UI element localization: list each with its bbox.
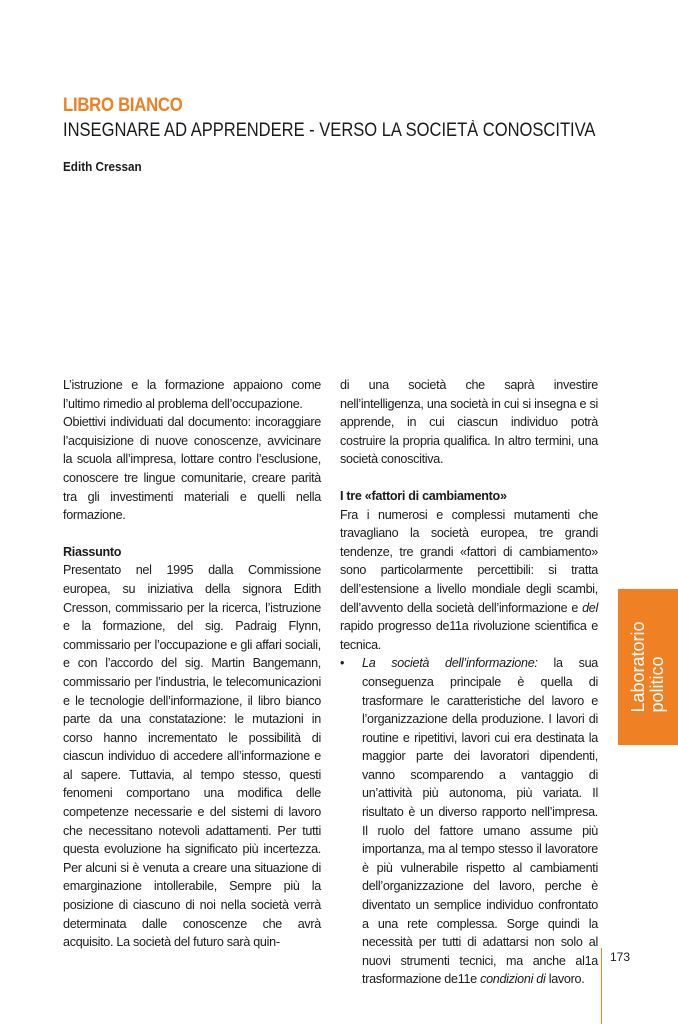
section-side-tab: [618, 589, 678, 745]
page-number: 173: [610, 950, 631, 964]
continuation-paragraph: di una società che saprà investire nell’intelligenza, una società in cui si insegna e si apprende, in cui ciascun individuo potrà costruire la propria qualifica. In altro termini, una società conoscitiva.: [340, 378, 598, 467]
bullet-text: [362, 654, 598, 989]
bullet-body: la sua conseguenza principale è quella di trasformare le caratteristiche del lavoro e l’organizzazione della produzione. I lavori di routine e ripetitivi, lavori cui era destinata la maggior parte dei lavoratori dipendenti, vanno scomparendo a vantaggio di un’attività più autonoma, più variata. Il risultato è un diverso rapporto nell’impresa. Il ruolo del fattore umano assume più importanza, ma al tempo stesso il lavoratore è più vulnerabile rispetto al cambiamenti dell’organizzazione del lavoro, perche è diventato un semplice individuo confrontato a una rete complessa. Sorge quindi la necessità per tutti di adattarsi non solo al nuovi strumenti tecnici, ma anche al1a trasformazione de11e: [362, 656, 598, 987]
article-header: [63, 95, 623, 174]
side-tab-line-2: politico: [647, 656, 667, 713]
intro-paragraph-2: Obiettivi individuati dal documento: incoraggiare l’acquisizione di nuove conoscenze, avvicinare la scuola all’impresa, lottare contro l’esclusione, conoscere tre lingue comunitarie, creare parità tra gli investimenti materiali e quelli nella formazione.: [63, 415, 321, 523]
bullet-tail: lavoro.: [545, 972, 585, 987]
factors-text-end: rapido progresso de11a rivoluzione scientifica e tecnica.: [340, 619, 598, 652]
factors-text-start: Fra i numerosi e complessi mutamenti che travagliano la società europea, tre grandi tendenze, tre grandi «fattori di cambiamento» sono particolarmente percettibili: si tratta dell’estensione a livello mondiale degli scambi, dell’avvento della società dell’informazione e: [340, 507, 598, 615]
side-tab-label: [629, 621, 667, 712]
summary-heading: Riassunto: [63, 544, 122, 559]
bullet-dot-icon: •: [340, 656, 345, 671]
article-kicker: LIBRO BIANCO: [63, 95, 183, 116]
article-title: INSEGNARE AD APPRENDERE - VERSO LA SOCIETÀ CONOSCITIVA: [63, 120, 596, 141]
bullet-item-information-society: [340, 654, 598, 989]
page-number-rule: [601, 948, 602, 1024]
summary-paragraph: Presentato nel 1995 dalla Commissione europea, su iniziativa della signora Edith Cresson, commissario per la ricerca, l’istruzione e la formazione, del sig. Padraig Flynn, commissario per l’occupazione e gli affari sociali, e con l’accordo del sig. Martin Bangemann, commissario per l’industria, le telecomunicazioni e le tecnologie dell’informazione, il libro bianco parte da una constatazione: le mutazioni in corso hanno incrementato le possibilità di ciascun individuo di accedere all’informazione e al sapere. Tuttavia, al tempo stesso, questi fenomeni comportano una modifica delle competenze necessarie e del sistemi di lavoro che necessitano notevoli adattamenti. Per tutti questa evoluzione ha significato più incertezza. Per alcuni si è venuta a creare una situazione di emarginazione intollerabile, Sempre più la posizione di ciascuno di noi nella società verrà determinata dalle conoscenze che avrà acquisito. La società del futuro sarà quin-: [63, 563, 321, 950]
side-tab-line-1: Laboratorio: [628, 621, 648, 713]
article-author: Edith Cressan: [63, 159, 142, 174]
factors-heading: I tre «fattori di cambiamento»: [340, 488, 507, 503]
bullet-lead: La società dell’informazione:: [362, 656, 538, 671]
right-column: [340, 376, 598, 989]
intro-paragraph-1: L’istruzione e la formazione appaiono come l’ultimo rimedio al problema dell’occupazione.: [63, 378, 321, 411]
bullet-italic-end: condizioni di: [480, 972, 546, 987]
factors-text-italic: del: [582, 600, 598, 615]
left-column: [63, 376, 321, 952]
factors-paragraph: [340, 506, 598, 655]
